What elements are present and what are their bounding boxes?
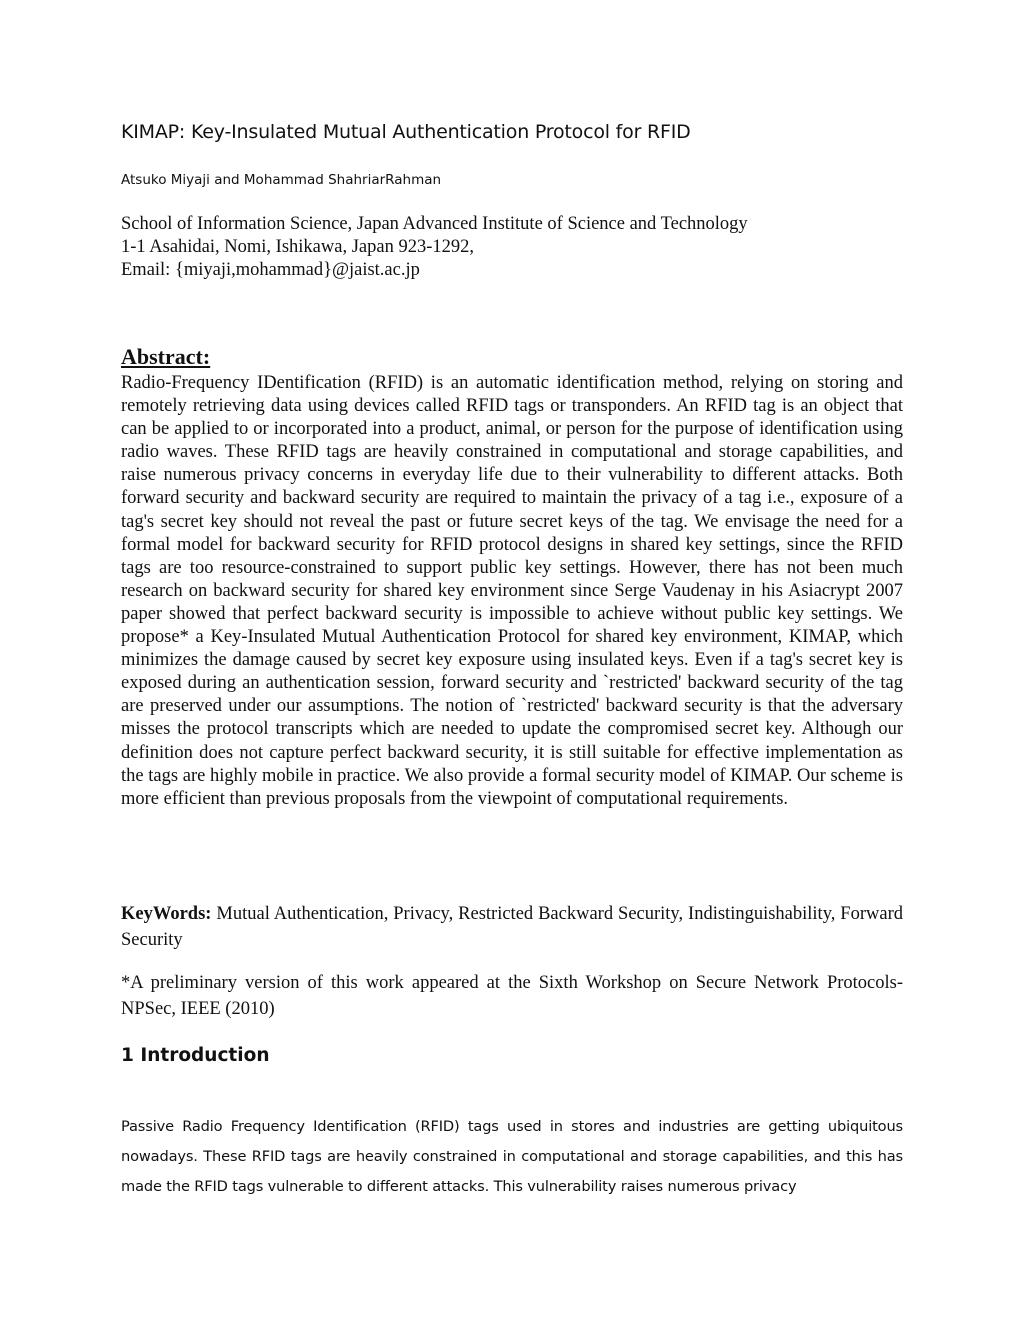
paper-authors: Atsuko Miyaji and Mohammad ShahriarRahman bbox=[121, 172, 442, 188]
keywords-list: Mutual Authentication, Privacy, Restricted Backward Security, Indistinguishability, Forward Security bbox=[121, 904, 903, 950]
keywords-paragraph bbox=[121, 901, 903, 953]
section-heading-introduction: 1 Introduction bbox=[121, 1045, 270, 1066]
affiliation-institution: School of Information Science, Japan Advanced Institute of Science and Technology bbox=[121, 214, 748, 234]
abstract-heading: Abstract: bbox=[121, 344, 211, 369]
preliminary-version-note: *A preliminary version of this work appeared at the Sixth Workshop on Secure Network Protocols- NPSec, IEEE (2010) bbox=[121, 973, 903, 1019]
affiliation-address: 1-1 Asahidai, Nomi, Ishikawa, Japan 923-1292, bbox=[121, 237, 474, 257]
introduction-body: Passive Radio Frequency Identification (RFID) tags used in stores and industries are getting ubiquitous nowadays. These RFID tags are heavily constrained in computational and storage capabilities, and this has made the RFID tags vulnerable to different attacks. This vulnerability raises numerous privacy bbox=[121, 1118, 903, 1195]
affiliation-email: Email: {miyaji,mohammad}@jaist.ac.jp bbox=[121, 260, 420, 280]
abstract-body: Radio-Frequency IDentification (RFID) is an automatic identification method, relying on storing and remotely retrieving data using devices called RFID tags or transponders. An RFID tag is an object that can be applied to or incorporated into a product, animal, or person for the purpose of identification using radio waves. These RFID tags are heavily constrained in computational and storage capabilities, and raise numerous privacy concerns in everyday life due to their vulnerability to different attacks. Both forward security and backward security are required to maintain the privacy of a tag i.e., exposure of a tag's secret key should not reveal the past or future secret keys of the tag. We envisage the need for a formal model for backward security for RFID protocol designs in shared key settings, since the RFID tags are too resource-constrained to support public key settings. However, there has not been much research on backward security for shared key environment since Serge Vaudenay in his Asiacrypt 2007 paper showed that perfect backward security is impossible to achieve without public key settings. We propose* a Key-Insulated Mutual Authentication Protocol for shared key environment, KIMAP, which minimizes the damage caused by secret key exposure using insulated keys. Even if a tag's secret key is exposed during an authentication session, forward security and `restricted' backward security of the tag are preserved under our assumptions. The notion of `restricted' backward security is that the adversary misses the protocol transcripts which are needed to update the compromised secret key. Although our definition does not capture perfect backward security, it is still suitable for effective implementation as the tags are highly mobile in practice. We also provide a formal security model of KIMAP. Our scheme is more efficient than previous proposals from the viewpoint of computational requirements. bbox=[121, 373, 903, 809]
affiliation-block bbox=[121, 213, 748, 282]
paper-title: KIMAP: Key-Insulated Mutual Authentication Protocol for RFID bbox=[121, 121, 691, 143]
keywords-label: KeyWords: bbox=[121, 904, 212, 924]
